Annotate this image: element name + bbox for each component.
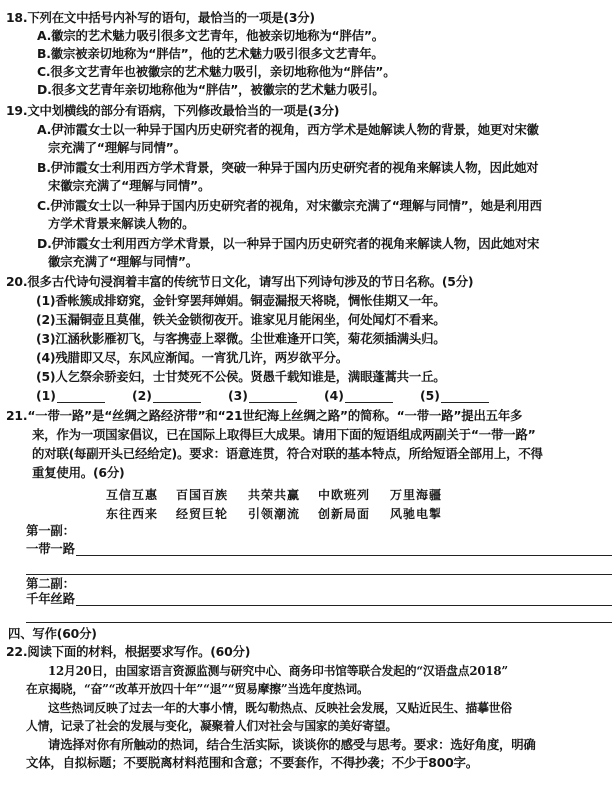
blank-label: (4) bbox=[324, 388, 344, 403]
q19-option-a-cont: 宗充满了“理解与同情”。 bbox=[48, 140, 186, 155]
q19-option-c-cont: 方学术背景来解读人物的。 bbox=[48, 216, 195, 231]
q20-blank-2[interactable] bbox=[132, 388, 201, 403]
q21-stem-line-3: 的对联(每副开头已经给定)。要求：语意连贯，符合对联的基本特点，所给短语全部用上，不得 bbox=[32, 446, 543, 461]
q20-answer-blanks bbox=[0, 388, 614, 406]
q19-option-c: C.伊沛霞女士以一种异于国内历史研究者的视角，对宋徽宗充满了“理解与同情”，她是利用西 bbox=[37, 198, 542, 213]
couplet-2-label: 第二副： bbox=[26, 576, 75, 591]
q20-blank-5[interactable] bbox=[420, 388, 489, 403]
section-4-title: 四、写作(60分) bbox=[8, 626, 97, 641]
phrase: 引领潮流 bbox=[248, 507, 301, 521]
couplet-1-answer-line-1[interactable] bbox=[76, 555, 612, 556]
q20-item-4: (4)残腊即又尽，东风应渐闻。一宵犹几许，两岁欲平分。 bbox=[36, 350, 348, 365]
q19-option-a: A.伊沛霞女士以一种异于国内历史研究者的视角，西方学术是她解读人物的背景，她更对宋徽 bbox=[37, 122, 539, 137]
q21-stem-line-4: 重复使用。(6分) bbox=[32, 465, 125, 480]
q20-item-2: (2)玉漏铜壶且莫催，铁关金锁彻夜开。谁家见月能闲坐，何处闻灯不看来。 bbox=[36, 312, 446, 327]
q19-option-d-cont: 徽宗充满了“理解与同情”。 bbox=[48, 254, 198, 269]
couplet-1-answer-line-2[interactable] bbox=[26, 574, 612, 575]
q20-blank-3[interactable] bbox=[228, 388, 297, 403]
phrase: 经贸巨轮 bbox=[176, 507, 229, 521]
phrase: 东往西来 bbox=[106, 507, 159, 521]
q20-item-3: (3)江涵秋影雁初飞，与客携壶上翠微。尘世难逢开口笑，菊花须插满头归。 bbox=[36, 331, 446, 346]
phrase: 万里海疆 bbox=[390, 488, 443, 502]
couplet-2-start: 千年丝路 bbox=[26, 591, 75, 606]
q22-para1-line1: 12月20日，由国家语言资源监测与研究中心、商务印书馆等联合发起的“汉语盘点2018” bbox=[48, 664, 508, 678]
q19-option-b-cont: 宋徽宗充满了“理解与同情”。 bbox=[48, 178, 211, 193]
q19-option-d: D.伊沛霞女士利用西方学术背景，以一种异于国内历史研究者的视角来解读人物，因此她对宋 bbox=[37, 236, 540, 251]
q21-stem-line-2: 来，作为一项国家倡议，已在国际上取得巨大成果。请用下面的短语组成两副关于“一带一路” bbox=[32, 427, 536, 442]
q18-option-d: D.很多文艺青年亲切地称他为“胖佶”，被徽宗的艺术魅力吸引。 bbox=[37, 82, 385, 97]
blank-label: (1) bbox=[36, 388, 56, 403]
blank-label: (5) bbox=[420, 388, 440, 403]
q19-option-b: B.伊沛霞女士利用西方学术背景，突破一种异于国内历史研究者的视角来解读人物，因此她对 bbox=[37, 160, 539, 175]
q18-option-b: B.徽宗被亲切地称为“胖佶”，他的艺术魅力吸引很多文艺青年。 bbox=[37, 46, 384, 61]
phrase: 百国百族 bbox=[176, 488, 229, 502]
q20-blank-1[interactable] bbox=[36, 388, 105, 403]
q18-option-c: C.很多文艺青年也被徽宗的艺术魅力吸引，亲切地称他为“胖佶”。 bbox=[37, 64, 396, 79]
q19-stem: 19.文中划横线的部分有语病，下列修改最恰当的一项是(3分) bbox=[6, 103, 340, 118]
q21-phrases-row-1 bbox=[0, 486, 614, 502]
phrase: 互信互惠 bbox=[106, 488, 159, 502]
q22-para3-line1: 请选择对你有所触动的热词，结合生活实际，谈谈你的感受与思考。要求：选好角度，明确 bbox=[48, 737, 536, 752]
couplet-2-answer-line-2[interactable] bbox=[26, 622, 612, 623]
q20-blank-4[interactable] bbox=[324, 388, 393, 403]
q18-stem: 18.下列在文中括号内补写的语句，最恰当的一项是(3分) bbox=[6, 10, 315, 25]
q22-para3-line2: 文体，自拟标题；不要脱离材料范围和含意；不要套作，不得抄袭；不少于800字。 bbox=[26, 755, 478, 770]
couplet-1-label: 第一副： bbox=[26, 523, 75, 538]
q22-stem: 22.阅读下面的材料，根据要求写作。(60分) bbox=[6, 644, 251, 659]
phrase: 共荣共赢 bbox=[248, 488, 301, 502]
q21-phrases-row-2 bbox=[0, 505, 614, 521]
phrase: 风驰电掣 bbox=[390, 507, 443, 521]
q20-item-1: (1)香帐簇成排窈窕，金针穿罢拜婵娟。铜壶漏报天将晓，惆怅佳期又一年。 bbox=[36, 293, 446, 308]
blank-label: (3) bbox=[228, 388, 248, 403]
phrase: 中欧班列 bbox=[318, 488, 371, 502]
couplet-1-start: 一带一路 bbox=[26, 541, 75, 556]
blank-label: (2) bbox=[132, 388, 152, 403]
q18-option-a: A.徽宗的艺术魅力吸引很多文艺青年，他被亲切地称为“胖佶”。 bbox=[37, 28, 384, 43]
q21-stem-line-1: 21.“一带一路”是“丝绸之路经济带”和“21世纪海上丝绸之路”的简称。“一带一路”提出五年多 bbox=[6, 408, 523, 423]
q22-para2-line2: 人情，记录了社会的发展与变化，凝聚着人们对社会与国家的美好寄望。 bbox=[26, 719, 398, 733]
couplet-2-answer-line-1[interactable] bbox=[76, 605, 612, 606]
q22-para2-line1: 这些热词反映了过去一年的大事小情，既勾勒热点、反映社会发展，又贴近民生、描摹世俗 bbox=[48, 701, 512, 715]
q20-stem: 20.很多古代诗句浸润着丰富的传统节日文化，请写出下列诗句涉及的节日名称。(5分) bbox=[6, 274, 474, 289]
q22-para1-line2: 在京揭晓，“奋”“改革开放四十年”“退”“贸易摩擦”当选年度热词。 bbox=[26, 682, 369, 696]
q20-item-5: (5)人乞祭余骄妾妇，士甘焚死不公侯。贤愚千载知谁是，满眼蓬蒿共一丘。 bbox=[36, 369, 446, 384]
phrase: 创新局面 bbox=[318, 507, 371, 521]
